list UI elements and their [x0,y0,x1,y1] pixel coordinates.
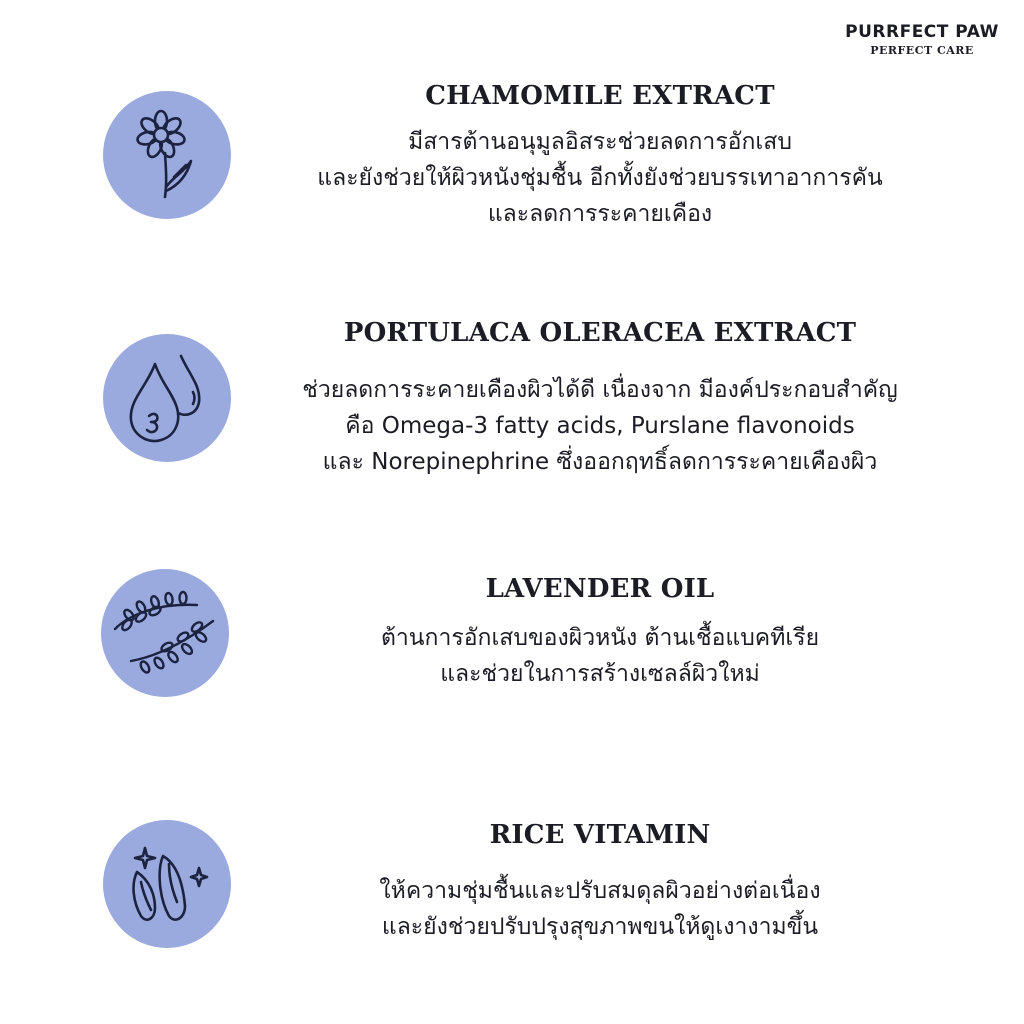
ingredient-title: LAVENDER OIL [485,574,715,604]
ingredient-description [240,372,960,480]
description-line: มีสารต้านอนุมูลอิสระช่วยลดการอักเสบ [408,129,792,155]
description-line: ให้ความชุ่มชื้นและปรับสมดุลผิวอย่างต่อเนื่อง [379,878,821,904]
lavender-sprigs-icon [101,569,229,697]
ingredient-title: RICE VITAMIN [489,820,711,850]
ingredient-title: CHAMOMILE EXTRACT [425,81,775,111]
description-line: ต้านการอักเสบของผิวหนัง ต้านเชื้อแบคทีเรีย [380,625,820,651]
description-line: และยังช่วยให้ผิวหนังชุ่มชื้น อีกทั้งยังช่วยบรรเทาอาการคัน [317,165,883,191]
brand-name: PURRFECT PAW [845,22,999,42]
description-line: และ Norepinephrine ซึ่งออกฤทธิ์ลดการระคายเคืองผิว [322,449,878,475]
ingredient-description [240,873,960,945]
description-line: ช่วยลดการระคายเคืองผิวได้ดี เนื่องจาก มีองค์ประกอบสำคัญ [302,377,898,403]
omega-drops-icon [103,334,231,462]
chamomile-flower-icon [103,91,231,219]
ingredient-description [240,124,960,232]
ingredient-title: PORTULACA OLERACEA EXTRACT [343,318,857,348]
description-line: และลดการระคายเคือง [487,201,713,227]
rice-grains-icon [103,820,231,948]
brand-tagline: PERFECT CARE [870,44,974,57]
brand-logo [842,22,1002,58]
description-line: และยังช่วยปรับปรุงสุขภาพขนให้ดูเงางามขึ้น [381,914,819,940]
description-line: คือ Omega-3 fatty acids, Purslane flavonoids [345,413,855,439]
description-line: และช่วยในการสร้างเซลล์ผิวใหม่ [440,661,760,687]
ingredient-description [240,620,960,692]
